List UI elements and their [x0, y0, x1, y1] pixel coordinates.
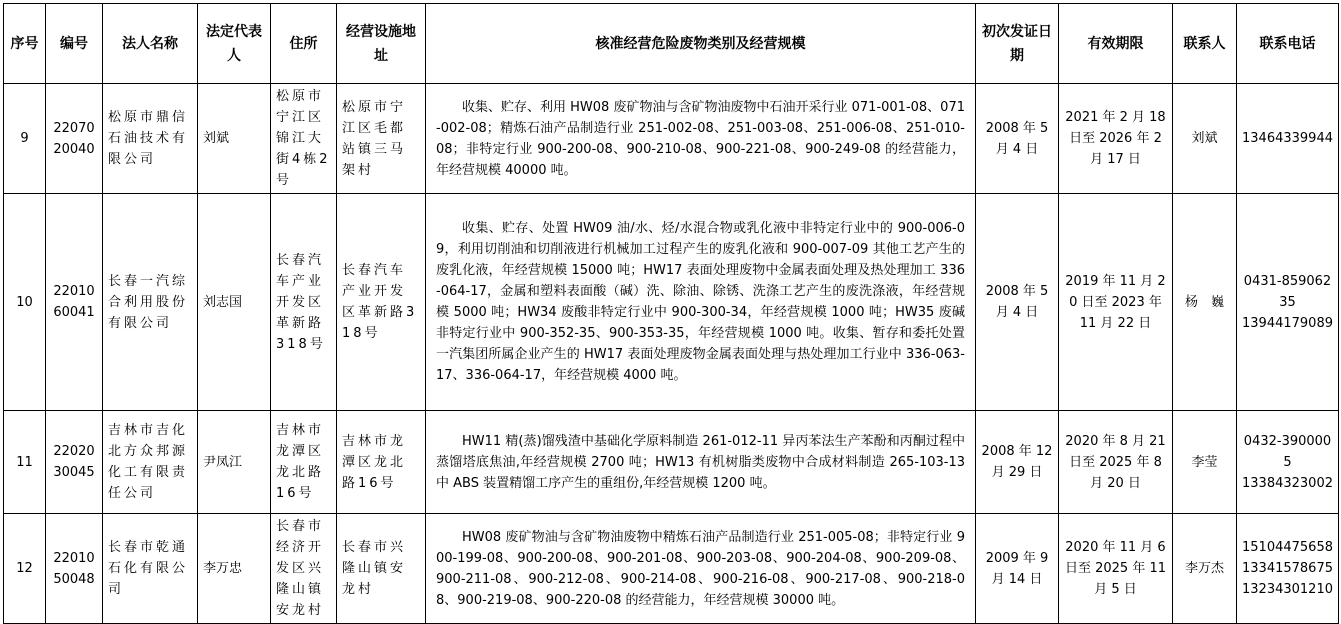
cell-legal-rep: 刘志国	[198, 194, 271, 411]
cell-company-name: 松原市鼎信石油技术有限公司	[103, 84, 198, 194]
cell-first-issue-date: 2009 年 9 月 14 日	[976, 514, 1059, 624]
cell-phone	[1237, 411, 1339, 514]
header-name: 法人名称	[103, 4, 198, 84]
header-contact: 联系人	[1173, 4, 1237, 84]
cell-first-issue-date: 2008 年 5 月 4 日	[976, 84, 1059, 194]
cell-company-name: 长春市乾通石化有限公司	[103, 514, 198, 624]
cell-legal-rep: 尹凤江	[198, 411, 271, 514]
cell-contact: 李莹	[1173, 411, 1237, 514]
cell-code: 2201060041	[46, 194, 103, 411]
header-facility: 经营设施地址	[337, 4, 426, 84]
header-code: 编号	[46, 4, 103, 84]
cell-residence: 长春市经济开发区兴隆山镇安龙村	[271, 514, 337, 624]
cell-first-issue-date: 2008 年 12 月 29 日	[976, 411, 1059, 514]
header-row	[4, 4, 1339, 84]
cell-contact: 杨 巍	[1173, 194, 1237, 411]
table-row	[4, 194, 1339, 411]
cell-legal-rep: 刘斌	[198, 84, 271, 194]
header-validity: 有效期限	[1059, 4, 1173, 84]
cell-no: 9	[4, 84, 46, 194]
phone-number: 13341578675	[1242, 561, 1333, 576]
cell-residence: 吉林市龙潭区龙北路16号	[271, 411, 337, 514]
cell-phone	[1237, 84, 1339, 194]
cell-facility-address: 长春市兴隆山镇安龙村	[337, 514, 426, 624]
phone-number: 13234301210	[1242, 582, 1333, 597]
cell-phone	[1237, 514, 1339, 624]
cell-contact: 李万杰	[1173, 514, 1237, 624]
table-row	[4, 84, 1339, 194]
cell-company-name: 长春一汽综合利用股份有限公司	[103, 194, 198, 411]
header-phone: 联系电话	[1237, 4, 1339, 84]
phone-number: 0432-390000	[1243, 433, 1332, 449]
table-row	[4, 411, 1339, 514]
cell-facility-address: 松原市宁江区毛都站镇三马架村	[337, 84, 426, 194]
phone-number: 15104475658	[1242, 540, 1333, 555]
phone-number: 13384323002	[1242, 475, 1333, 491]
cell-contact: 刘斌	[1173, 84, 1237, 194]
cell-residence: 松原市宁江区锦江大街4栋2号	[271, 84, 337, 194]
header-rep: 法定代表人	[198, 4, 271, 84]
header-no: 序号	[4, 4, 46, 84]
cell-validity: 2021 年 2 月 18 日至 2026 年 2 月 17 日	[1059, 84, 1173, 194]
phone-number: 5	[1283, 454, 1292, 470]
phone-number: 13464339944	[1242, 131, 1333, 146]
phone-number: 35	[1279, 294, 1296, 310]
cell-facility-address: 吉林市龙潭区龙北路16号	[337, 411, 426, 514]
table-row	[4, 514, 1339, 624]
cell-no: 11	[4, 411, 46, 514]
cell-scope: 收集、贮存、处置 HW09 油/水、烃/水混合物或乳化液中非特定行业中的 900-006-09，利用切削油和切削液进行机械加工过程产生的废乳化液和 900-007-09 其他工艺产生的废乳化液，年经营规模 15000 吨；HW17 表面处理废物中金属表面处理及热处理加工 336-064-17，金属和塑料表面酸（碱）洗、除油、除锈、洗涤工艺产生的废洗涤液，年经营规模 5000 吨；HW34 废酸非特定行业中 900-300-34，年经营规模 1000 吨；HW35 废碱非特定行业中 900-352-35、900-353-35，年经营规模 1000 吨。收集、暂存和委托处置一汽集团所属企业产生的 HW17 表面处理废物金属表面处理与热处理加工行业中 336-063-17、336-064-17，年经营规模 4000 吨。	[426, 194, 976, 411]
cell-phone	[1237, 194, 1339, 411]
cell-code: 2207020040	[46, 84, 103, 194]
cell-no: 12	[4, 514, 46, 624]
cell-validity: 2020 年 11 月 6 日至 2025 年 11 月 5 日	[1059, 514, 1173, 624]
cell-scope: HW08 废矿物油与含矿物油废物中精炼石油产品制造行业 251-005-08；非特定行业 900-199-08、900-200-08、900-201-08、900-203-08、900-204-08、900-209-08、900-211-08、900-212-08、900-214-08、900-216-08、900-217-08、900-218-08、900-219-08、900-220-08 的经营能力，年经营规模 30000 吨。	[426, 514, 976, 624]
cell-scope: HW11 精(蒸)馏残渣中基础化学原料制造 261-012-11 异丙苯法生产苯酚和丙酮过程中蒸馏塔底焦油,年经营规模 2700 吨；HW13 有机树脂类废物中合成材料制造 265-103-13 中 ABS 装置精馏工序产生的重组份,年经营规模 1200 吨。	[426, 411, 976, 514]
header-residence: 住所	[271, 4, 337, 84]
hazardous-waste-permit-table	[3, 3, 1339, 624]
phone-number: 0431-859062	[1243, 273, 1332, 289]
cell-residence: 长春汽车产业开发区革新路318号	[271, 194, 337, 411]
cell-validity: 2020 年 8 月 21 日至 2025 年 8 月 20 日	[1059, 411, 1173, 514]
cell-first-issue-date: 2008 年 5 月 4 日	[976, 194, 1059, 411]
phone-number: 13944179089	[1242, 315, 1333, 331]
cell-validity: 2019 年 11 月 20 日至 2023 年 11 月 22 日	[1059, 194, 1173, 411]
cell-code: 2202030045	[46, 411, 103, 514]
cell-scope: 收集、贮存、利用 HW08 废矿物油与含矿物油废物中石油开采行业 071-001-08、071-002-08；精炼石油产品制造行业 251-002-08、251-003-08、251-006-08、251-010-08；非特定行业 900-200-08、900-210-08、900-221-08、900-249-08 的经营能力，年经营规模 40000 吨。	[426, 84, 976, 194]
cell-company-name: 吉林市吉化北方众邦源化工有限责任公司	[103, 411, 198, 514]
cell-code: 2201050048	[46, 514, 103, 624]
cell-legal-rep: 李万忠	[198, 514, 271, 624]
header-first-date: 初次发证日期	[976, 4, 1059, 84]
cell-no: 10	[4, 194, 46, 411]
cell-facility-address: 长春汽车产业开发区革新路318号	[337, 194, 426, 411]
header-scope: 核准经营危险废物类别及经营规模	[426, 4, 976, 84]
